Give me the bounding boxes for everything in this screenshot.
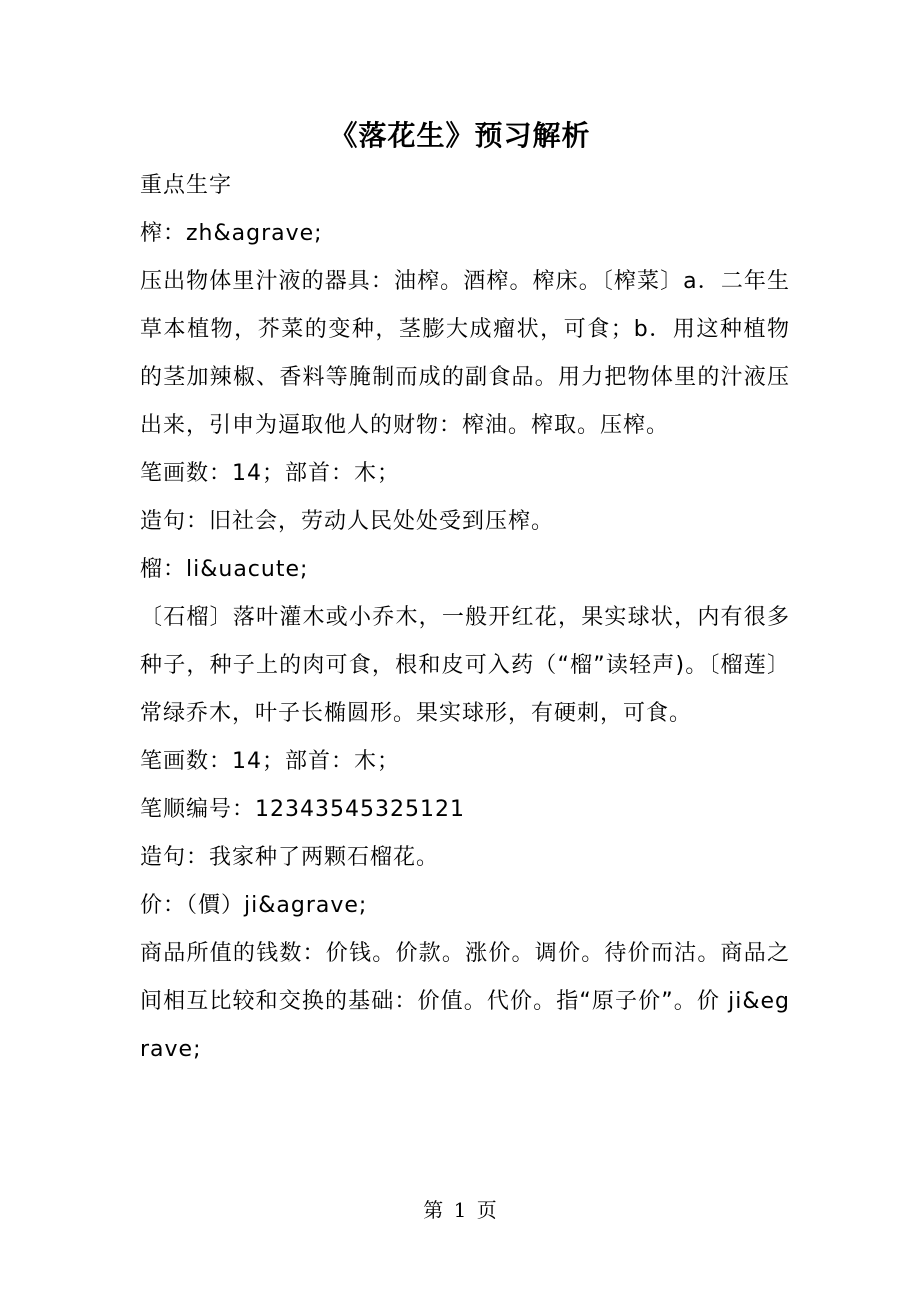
document-title: 《落花生》预习解析 bbox=[329, 119, 591, 152]
example-sentence: 造句：旧社会，劳动人民处处受到压榨。 bbox=[140, 509, 555, 534]
stroke-order: 笔顺编号：12343545325121 bbox=[140, 797, 465, 822]
stroke-info: 笔画数：14；部首：木； bbox=[140, 749, 400, 774]
section-heading: 重点生字 bbox=[140, 173, 233, 198]
document-body bbox=[140, 162, 790, 1074]
character-pinyin: 榨：zh&agrave; bbox=[140, 221, 323, 246]
page-number: 第 1 页 bbox=[423, 1198, 497, 1222]
stroke-info: 笔画数：14；部首：木； bbox=[140, 461, 400, 486]
character-definition: 〔石榴〕落叶灌木或小乔木，一般开红花，果实球状，内有很多种子，种子上的肉可食，根和皮可入药（“榴”读轻声)。〔榴莲〕常绿乔木，叶子长椭圆形。果实球形，有硬刺，可食。 bbox=[140, 605, 790, 726]
character-pinyin: 价：（價）ji&agrave; bbox=[140, 893, 368, 918]
example-sentence: 造句：我家种了两颗石榴花。 bbox=[140, 845, 440, 870]
character-pinyin: 榴：li&uacute; bbox=[140, 557, 309, 582]
character-definition: 压出物体里汁液的器具：油榨。酒榨。榨床。〔榨菜〕a．二年生草本植物，芥菜的变种，茎膨大成瘤状，可食；b．用这种植物的茎加辣椒、香料等腌制而成的副食品。用力把物体里的汁液压出来，引申为逼取他人的财物：榨油。榨取。压榨。 bbox=[140, 269, 790, 438]
character-definition: 商品所值的钱数：价钱。价款。涨价。调价。待价而沽。商品之间相互比较和交换的基础：价值。代价。指“原子价”。价 ji&egrave; bbox=[140, 941, 790, 1062]
